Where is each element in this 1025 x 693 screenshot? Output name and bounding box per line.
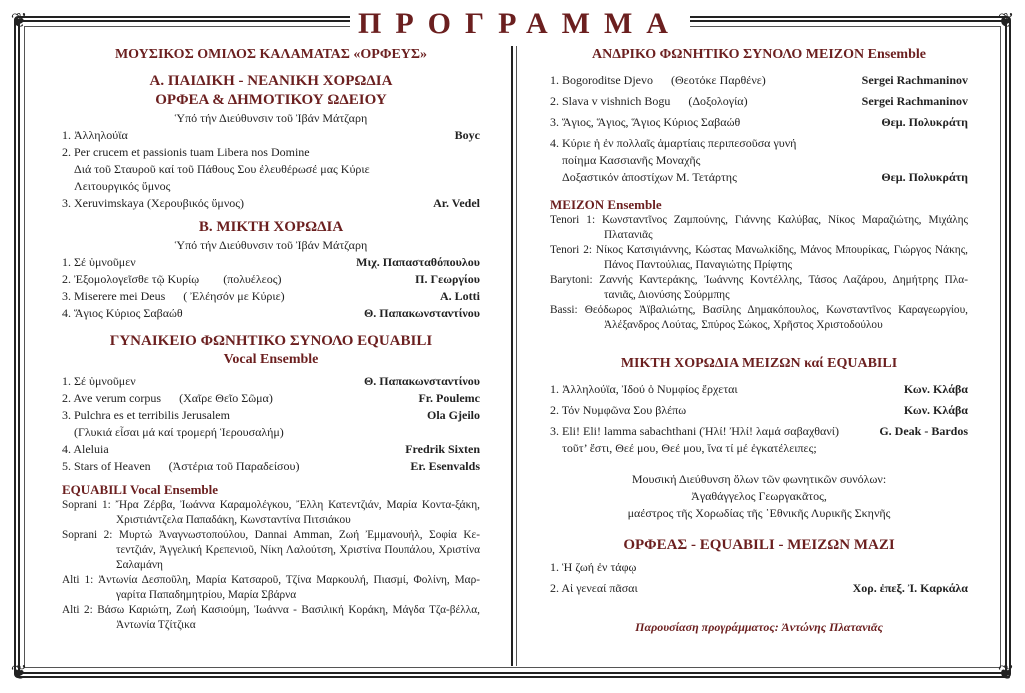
program-item: [62, 458, 480, 475]
item-title: 2. Ave verum corpus (Χαῖρε Θεῖο Σῶμα): [62, 391, 273, 405]
item-title: 2. Ἐξομολογεῖσθε τῷ Κυρίῳ (πολυέλεος): [62, 272, 282, 286]
section-c-subtitle: Vocal Ensemble: [223, 352, 319, 367]
item-composer: Ola Gjeilo: [427, 408, 480, 422]
section-b-title: Β. ΜΙΚΤΗ ΧΟΡΩΔΙΑ: [198, 219, 344, 235]
members-row: Tenori 1: Κωνσταντῖνος Ζαμπούνης, Γιάννης Καλύβας, Νίκος Μαραζιώτης, Μιχάλης Πλατανιᾶς: [550, 214, 968, 241]
item-composer: Κων. Κλάβα: [903, 382, 968, 396]
item-title: 5. Stars of Heaven (Ἀστέρια τοῦ Παραδείσου): [62, 459, 300, 473]
page-title-wrap: [350, 2, 690, 46]
item-note: Λειτουργικός ὕμνος: [74, 179, 171, 193]
program-item: [62, 288, 480, 305]
members-heading: EQUABILI Vocal Ensemble: [62, 482, 219, 497]
item-composer: Er. Esenvalds: [410, 459, 480, 473]
item-composer: Κων. Κλάβα: [903, 403, 968, 417]
item-composer: Fr. Poulemc: [418, 391, 480, 405]
item-title: 4. Aleluia: [62, 442, 109, 456]
item-note: ποίημα Κασσιανῆς Μοναχῆς: [562, 153, 701, 167]
item-composer: Μιχ. Παπασταθόπουλου: [356, 255, 480, 269]
item-title: 3. Pulchra es et terribilis Jerusalem: [62, 408, 230, 422]
item-title: 1. Σέ ὑμνοῦμεν: [62, 255, 136, 269]
section-c-title: ΓΥΝΑΙΚΕΙΟ ΦΩΝΗΤΙΚΟ ΣΥΝΟΛΟ EQUABILI: [109, 333, 433, 349]
program-item: [62, 271, 480, 288]
members-row: Bassi: Θεόδωρος Ἀϊβαλιώτης, Βασίλης Δημακόπουλος, Κωνσταντῖνος Καραγεωργίου, Ἀλέξανδρος Λούτας, Σπύρος Σώκος, Χρῆστος Χριστοδούλου: [550, 304, 968, 331]
members-list: [62, 498, 480, 633]
direction-line: Ἀγαθάγγελος Γεωργακᾶτος,: [691, 489, 827, 503]
item-title: 1. Ἀλληλούϊα: [62, 128, 128, 142]
members-row: Tenori 2: Νίκος Κατσιγιάννης, Κώστας Μανωλκίδης, Μάνος Μπουρίκας, Γιώργος Νάκης, Πάνος Παντούλιας, Παναγιώτης Πρίφτης: [550, 244, 968, 271]
members-list: [550, 213, 968, 333]
item-title: 1. Ἀλληλούϊα, Ἰδού ὁ Νυμφίος ἔρχεται: [550, 382, 738, 396]
section-e-title: ΜΙΚΤΗ ΧΟΡΩΔΙΑ ΜΕΙΖΩΝ καί EQUABILI: [620, 356, 898, 371]
item-translation: (Γλυκιά εἶσαι μά καί τρομερή Ἱερουσαλήμ): [74, 425, 284, 439]
section-a-subtitle: ΟΡΦΕΑ & ΔΗΜΟΤΙΚΟΥ ΩΔΕΙΟΥ: [155, 92, 387, 108]
program-item: 2. Per crucem et passionis tuam Libera nos Domine: [62, 145, 310, 159]
item-title: 1. Σέ ὑμνοῦμεν: [62, 374, 136, 388]
direction-line: μαέστρος τῆς Χορωδίας τῆς ῾Εθνικῆς Λυρικῆς Σκηνῆς: [627, 506, 891, 520]
program-item: [62, 390, 480, 407]
members-heading: ΜΕΙΖΟΝ Ensemble: [550, 197, 662, 212]
item-title: 1. Ἡ ζωή ἐν τάφῳ: [550, 560, 637, 574]
program-item: [62, 305, 480, 322]
program-item: [550, 169, 968, 186]
section-a-direction: Ὑπό τήν Διεύθυνσιν τοῦ Ἰβάν Μάτζαρη: [174, 111, 368, 125]
program-item: [550, 423, 968, 440]
item-translation: Διά τοῦ Σταυροῦ καί τοῦ Πάθους Σου ἐλευθέρωσέ μας Κύριε: [74, 162, 370, 176]
item-title: 1. Bogoroditse Djevo (Θεοτόκε Παρθένε): [550, 73, 766, 87]
org-title: ΜΟΥΣΙΚΟΣ ΟΜΙΛΟΣ ΚΑΛΑΜΑΤΑΣ «ΟΡΦΕΥΣ»: [114, 47, 428, 62]
item-composer: Fredrik Sixten: [405, 442, 480, 456]
item-title: 2. Αἱ γενεαί πᾶσαι: [550, 581, 638, 595]
section-d-title: ΑΝΔΡΙΚΟ ΦΩΝΗΤΙΚΟ ΣΥΝΟΛΟ ΜΕΙΖΟΝ Ensemble: [592, 47, 926, 62]
item-composer: Sergei Rachmaninov: [861, 73, 968, 87]
item-composer: Π. Γεωργίου: [415, 272, 480, 286]
item-composer: Boyc: [454, 128, 480, 142]
item-title: 3. Miserere mei Deus ( Ἐλέησόν με Κύριε): [62, 289, 285, 303]
program-item: [550, 559, 968, 576]
item-title: Δοξαστικόν ἀποστίχων Μ. Τετάρτης: [562, 170, 737, 184]
item-composer: Sergei Rachmaninov: [861, 94, 968, 108]
program-item: [550, 402, 968, 419]
corner-ornament-icon: ❦: [10, 662, 28, 684]
corner-ornament-icon: ❦: [10, 10, 28, 32]
item-title: 2. Slava v vishnich Bogu (Δοξολογία): [550, 94, 748, 108]
section-a-title: Α. ΠΑΙΔΙΚΗ - ΝΕΑΝΙΚΗ ΧΟΡΩΔΙΑ: [149, 73, 393, 89]
left-column: [62, 46, 480, 633]
item-composer: [962, 559, 968, 576]
section-b-direction: Ὑπό τήν Διεύθυνσιν τοῦ Ἰβάν Μάτζαρη: [174, 238, 368, 252]
item-title: 3. Ἅγιος, Ἅγιος, Ἅγιος Κύριος Σαβαώθ: [550, 115, 741, 129]
item-composer: A. Lotti: [440, 289, 480, 303]
program-item: [62, 195, 480, 212]
program-item: [62, 373, 480, 390]
corner-ornament-icon: ❦: [997, 10, 1015, 32]
item-composer: Θεμ. Πολυκράτη: [881, 115, 968, 129]
column-divider: [511, 44, 517, 666]
item-title: 3. Eli! Eli! lamma sabachthani (Ἠλί! Ἠλί! λαμά σαβαχθανί): [550, 424, 839, 438]
direction-line: Μουσική Διεύθυνση ὅλων τῶν φωνητικῶν συνόλων:: [631, 472, 887, 486]
presentation-credit: Παρουσίαση προγράμματος: Ἀντώνης Πλατανιᾶς: [635, 620, 883, 634]
item-composer: G. Deak - Bardos: [879, 424, 968, 438]
program-item: [550, 72, 968, 89]
program-item: 4. Κύριε ἡ ἐν πολλαῖς ἁμαρτίαις περιπεσοῦσα γυνή: [550, 136, 797, 150]
item-translation: τοῦτ’ ἔστι, Θεέ μου, Θεέ μου, ἵνα τί μέ ἐγκατέλειπες;: [562, 441, 817, 455]
program-item: [62, 441, 480, 458]
item-title: 3. Xeruvimskaya (Χερουβικός ὕμνος): [62, 196, 245, 210]
corner-ornament-icon: ❦: [997, 662, 1015, 684]
item-composer: Θεμ. Πολυκράτη: [881, 170, 968, 184]
item-composer: Χορ. ἐπεξ. Ἰ. Καρκάλα: [852, 581, 968, 595]
program-item: [550, 93, 968, 110]
item-composer: Θ. Παπακωνσταντίνου: [363, 374, 480, 388]
program-item: [62, 254, 480, 271]
program-item: [62, 127, 480, 144]
item-title: 2. Τόν Νυμφῶνα Σου βλέπω: [550, 403, 687, 417]
members-row: Alti 1: Ἀντωνία Δεσποῦλη, Μαρία Κατσαροῦ, Τζίνα Μαρκουλή, Πιασμί, Φολίνη, Μαρ-γαρίτα Παπαδημητρίου, Μαρία Σβάρνα: [62, 574, 480, 601]
members-row: Alti 2: Βάσω Καριώτη, Ζωή Κασιούμη, Ἰωάννα - Βασιλική Κοράκη, Μάγδα Τζα-βέλλα, Ἀντωνία Τζίτζικα: [62, 604, 480, 631]
members-row: Barytoni: Ζαννής Καντεράκης, Ἰωάννης Κοντέλλης, Τάσος Λαζάρου, Δημήτρης Πλα-τανιᾶς, Διονύσης Σούρμπης: [550, 274, 968, 301]
section-f-title: ΟΡΦΕΑΣ - EQUABILI - ΜΕΙΖΩΝ ΜΑΖΙ: [623, 537, 895, 553]
item-composer: Ar. Vedel: [433, 196, 480, 210]
members-row: Soprani 2: Μυρτώ Ἀναγνωστοπούλου, Dannai Amman, Ζωή Ἐμμανουήλ, Σοφία Κε-τεντζιάν, Ἀγγελική Κρεπενιοῦ, Νίκη Λαλούτση, Χριστίνα Πουπάλου, Χριστίνα Σαλαμάνη: [62, 529, 480, 571]
members-row: Soprani 1: Ἤρα Ζέρβα, Ἰωάννα Καραμολέγκου, Ἔλλη Κατεντζιάν, Μαρία Κοντα-ξάκη, Χριστιάντζελα Παπαδάκη, Κωνσταντίνα Πιτσιάκου: [62, 499, 480, 526]
item-composer: Θ. Παπακωνσταντίνου: [363, 306, 480, 320]
program-item: [550, 381, 968, 398]
page-title: ΠΡΟΓΡΑΜΜΑ: [358, 7, 682, 40]
item-title: 4. Ἅγιος Κύριος Σαβαώθ: [62, 306, 183, 320]
program-item: [62, 407, 480, 424]
right-column: [550, 46, 968, 636]
program-item: [550, 580, 968, 597]
program-item: [550, 114, 968, 131]
